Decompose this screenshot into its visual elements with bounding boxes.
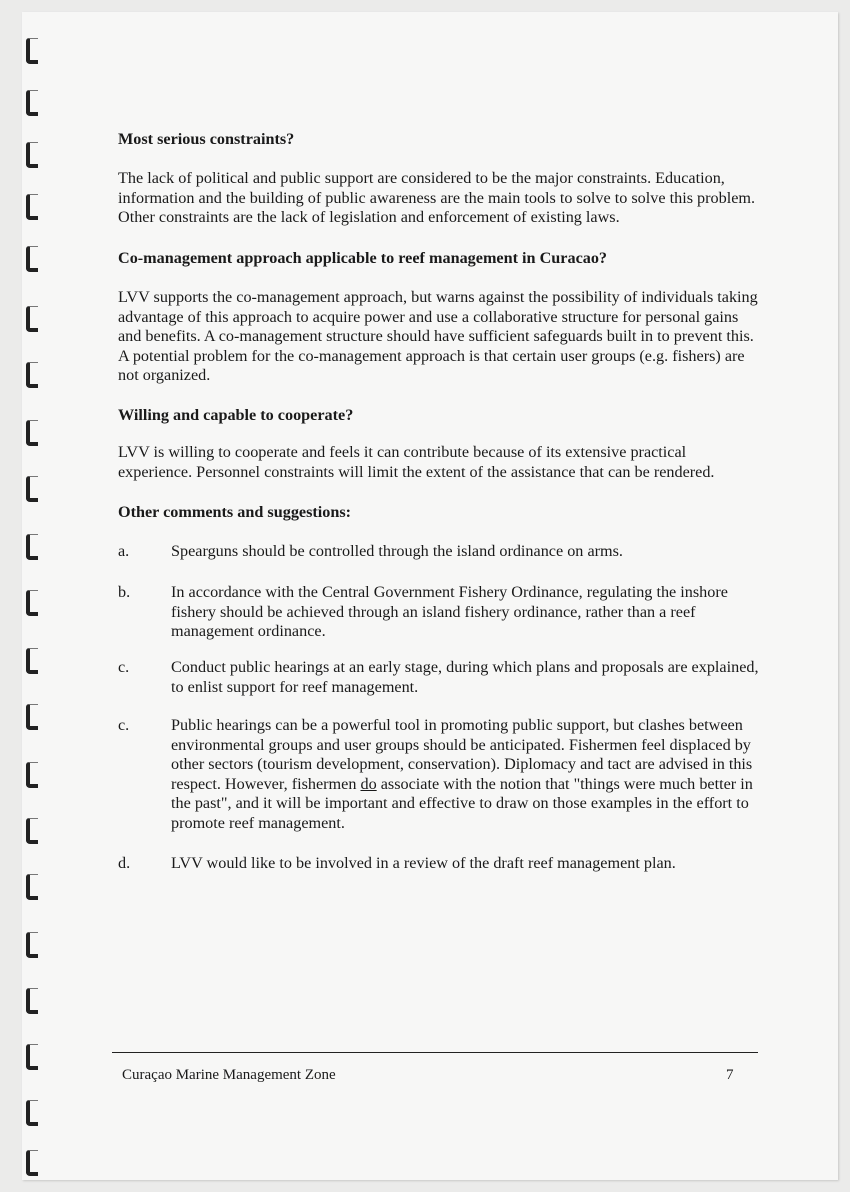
list-text-part: Public hearings can be a powerful tool in promoting public support, but clashes between environmental groups and user groups should be anticipated. Fishermen feel displaced by other sectors (tourism development, conservation). Diplomacy and tact are advised in this respect. However, fishermen	[171, 716, 753, 793]
binding-ring	[26, 590, 38, 616]
list-text: Conduct public hearings at an early stage, during which plans and proposals are explained, to enlist support for reef management.	[171, 658, 759, 696]
binding-ring	[26, 90, 38, 116]
section-cooperate	[118, 406, 758, 426]
footer-title: Curaçao Marine Management Zone	[122, 1067, 336, 1083]
binding-ring	[26, 420, 38, 446]
section-heading: Most serious constraints?	[118, 130, 295, 148]
section-comments	[118, 503, 758, 523]
paragraph: LVV is willing to cooperate and feels it can contribute because of its extensive practical experience. Personnel constraints will limit the extent of the assistance that can be rendered.	[118, 443, 715, 481]
list-label: b.	[118, 583, 131, 601]
binding-ring	[26, 476, 38, 502]
paragraph: LVV supports the co-management approach, but warns against the possibility of individuals taking advantage of this approach to acquire power and use a collaborative structure for personal gains and benefits. A co-management structure should have sufficient safeguards built in to prevent this. A potential problem for the co-management approach is that certain user groups (e.g. fishers) are not organized.	[118, 288, 758, 384]
list-label: c.	[118, 658, 130, 676]
underlined-word: do	[360, 774, 377, 793]
section-constraints	[118, 130, 758, 150]
section-co-management	[118, 249, 758, 269]
section-body	[118, 169, 758, 228]
list-text	[171, 716, 761, 833]
list-text: Spearguns should be controlled through the island ordinance on arms.	[171, 542, 623, 560]
list-text-part: associate with the notion that "things were much better in the past", and it will be important and effective to draw on those examples in the effort to promote reef management.	[171, 774, 753, 832]
section-heading: Other comments and suggestions:	[118, 503, 352, 521]
binding-ring	[26, 762, 38, 788]
section-heading: Willing and capable to cooperate?	[118, 406, 354, 424]
binding-ring	[26, 194, 38, 220]
list-label: c.	[118, 716, 130, 734]
section-heading: Co-management approach applicable to reef management in Curacao?	[118, 249, 608, 267]
list-text: LVV would like to be involved in a review of the draft reef management plan.	[171, 854, 676, 872]
binding-ring	[26, 704, 38, 730]
section-body	[118, 288, 758, 386]
binding-ring	[26, 988, 38, 1014]
binding-ring	[26, 362, 38, 388]
paragraph: The lack of political and public support are considered to be the major constraints. Education, information and the building of public awareness are the main tools to solve to solve this problem. Other constraints are the lack of legislation and enforcement of existing laws.	[118, 169, 756, 226]
binding-ring	[26, 1044, 38, 1070]
binding-ring	[26, 246, 38, 272]
binding-ring	[26, 1150, 38, 1176]
binding-ring	[26, 1100, 38, 1126]
binding-ring	[26, 534, 38, 560]
list-label: d.	[118, 854, 131, 872]
binding-ring	[26, 38, 38, 64]
section-body	[118, 443, 758, 482]
list-text: In accordance with the Central Government Fishery Ordinance, regulating the inshore fishery should be achieved through an island fishery ordinance, rather than a reef management ordinance.	[171, 583, 728, 640]
list-label: a.	[118, 542, 130, 560]
binding-ring	[26, 142, 38, 168]
footer-divider	[112, 1052, 758, 1053]
binding-ring	[26, 648, 38, 674]
page-number: 7	[726, 1067, 734, 1083]
binding-ring	[26, 306, 38, 332]
binding-ring	[26, 818, 38, 844]
binding-ring	[26, 874, 38, 900]
binding-ring	[26, 932, 38, 958]
